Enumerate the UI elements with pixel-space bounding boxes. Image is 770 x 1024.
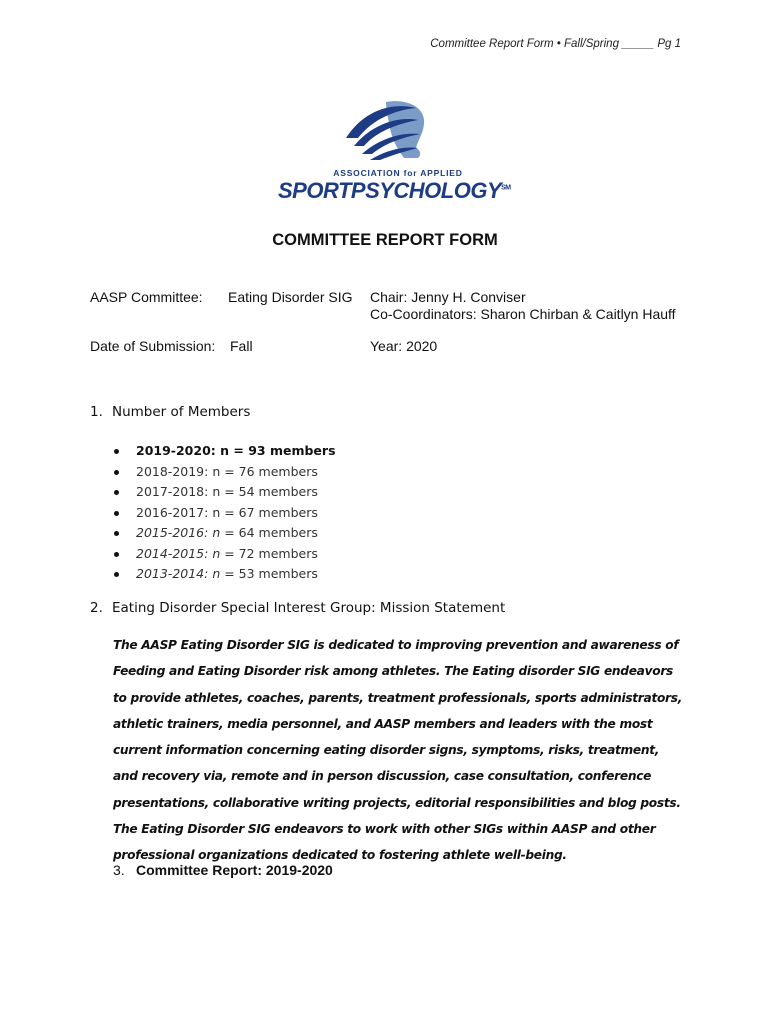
co-coordinators-text: Co-Coordinators: Sharon Chirban & Caitlyn Hauff: [370, 306, 676, 322]
mission-statement: The AASP Eating Disorder SIG is dedicated to improving prevention and awareness of Feeding and Eating Disorder risk among athletes. The Eating disorder SIG endeavors to provide athletes, coaches, parents, treatment professionals, sports administrators, athletic trainers, media personnel, and AASP members and leaders with the most current information concerning eating disorder signs, symptoms, risks, treatment, and recovery via, remote and in person discussion, case consultation, conference presentations, collaborative writing projects, editorial responsibilities and blog posts. The Eating Disorder SIG endeavors to work with other SIGs within AASP and other professional organizations dedicated to fostering athlete well-being.: [113, 638, 683, 863]
section-2-number: 2.: [90, 600, 103, 616]
section-1-number: 1.: [90, 404, 103, 420]
list-item: 2013-2014: n = 53 members: [110, 565, 336, 586]
running-header: Committee Report Form • Fall/Spring _____ Pg 1: [430, 38, 681, 50]
logo-service-mark: SM: [501, 184, 511, 192]
logo-association-text: ASSOCIATION for APPLIED: [333, 168, 463, 178]
logo-wordmark: SPORTPSYCHOLOGY: [278, 178, 502, 203]
list-item: 2014-2015: n = 72 members: [110, 545, 336, 566]
list-item: 2016-2017: n = 67 members: [110, 504, 336, 525]
section-3-heading: [113, 862, 333, 878]
committee-label: AASP Committee:: [90, 289, 203, 305]
list-item: 2019-2020: n = 93 members: [110, 442, 336, 463]
date-label: Date of Submission:: [90, 338, 216, 354]
committee-value: Eating Disorder SIG: [228, 289, 353, 305]
logo-sportpsychology-text: [278, 178, 511, 204]
year-text: Year: 2020: [370, 338, 438, 354]
head-swoosh-icon: [276, 98, 506, 168]
list-item: 2017-2018: n = 54 members: [110, 483, 336, 504]
chair-text: Chair: Jenny H. Conviser: [370, 289, 526, 305]
list-item: 2015-2016: n = 64 members: [110, 524, 336, 545]
section-1-heading: [90, 404, 250, 420]
section-2-title: Eating Disorder Special Interest Group: Mission Statement: [112, 600, 506, 616]
section-3-title: Committee Report: 2019-2020: [136, 862, 333, 878]
members-list: [110, 442, 336, 586]
section-3-number: 3.: [113, 862, 125, 878]
page-title: COMMITTEE REPORT FORM: [272, 231, 498, 249]
section-2-heading: [90, 600, 505, 616]
aasp-logo: [276, 98, 511, 206]
section-1-title: Number of Members: [112, 404, 251, 420]
list-item: 2018-2019: n = 76 members: [110, 463, 336, 484]
date-value: Fall: [230, 338, 253, 354]
